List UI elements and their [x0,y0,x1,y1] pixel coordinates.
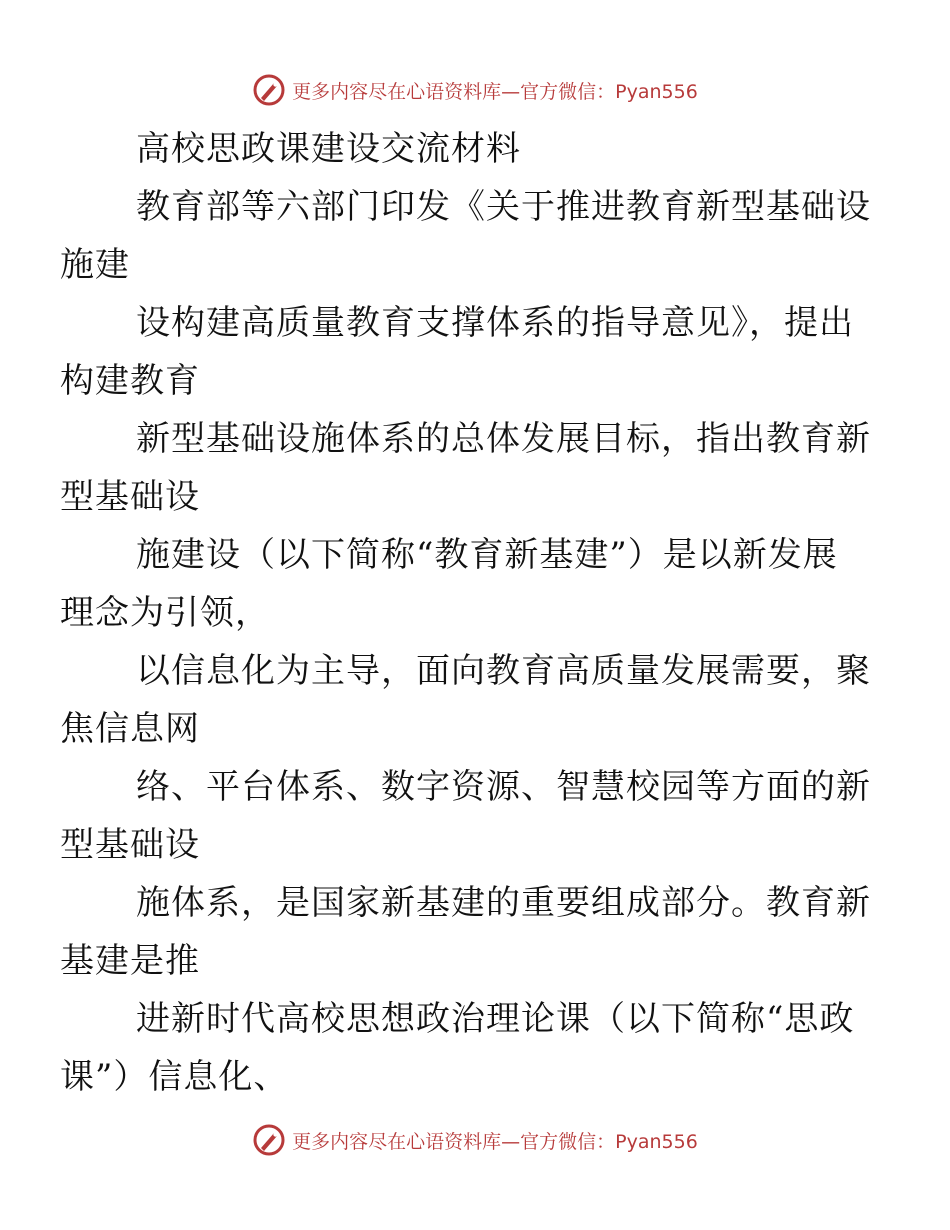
paragraph [60,526,858,642]
watermark-text: 更多内容尽在心语资料库—官方微信：Pyan556 [292,80,698,103]
paragraph [60,294,858,410]
paragraph-line: 进新时代高校思想政治理论课（以下简称“思政 [136,999,855,1039]
paragraph-line-wrap: 型基础设 [60,477,200,517]
paragraph-line: 以信息化为主导，面向教育高质量发展需要，聚 [136,651,871,691]
paragraph-line-wrap: 型基础设 [60,825,200,865]
document-body [60,120,871,1106]
paragraph-line: 施建设（以下简称“教育新基建”）是以新发展 [136,535,838,575]
paragraph [60,410,871,526]
paragraph-line-wrap: 基建是推 [60,941,200,981]
footer-watermark-banner [0,1120,950,1160]
pen-logo-icon [252,73,286,107]
paragraph-line-wrap: 构建教育 [60,361,200,401]
paragraph-line: 教育部等六部门印发《关于推进教育新型基础设 [136,187,871,227]
paragraph-line: 新型基础设施体系的总体发展目标，指出教育新 [136,419,871,459]
watermark-text: 更多内容尽在心语资料库—官方微信：Pyan556 [292,1130,698,1153]
paragraph [60,178,871,294]
paragraph [60,990,858,1106]
paragraph-line-wrap: 理念为引领， [60,593,270,633]
paragraph-line-wrap: 课”）信息化、 [60,1057,289,1097]
paragraph-line: 设构建高质量教育支撑体系的指导意见》，提出 [136,303,854,343]
paragraph [60,874,871,990]
paragraph-line: 高校思政课建设交流材料 [136,129,521,169]
paragraph-line: 络、平台体系、数字资源、智慧校园等方面的新 [136,767,871,807]
paragraph-line-wrap: 施建 [60,245,130,285]
paragraph-line-wrap: 焦信息网 [60,709,200,749]
paragraph-line: 施体系，是国家新基建的重要组成部分。教育新 [136,883,871,923]
paragraph [60,758,871,874]
header-watermark-banner [0,70,950,110]
pen-logo-icon [252,1123,286,1157]
paragraph [60,642,871,758]
document-title [98,120,858,178]
